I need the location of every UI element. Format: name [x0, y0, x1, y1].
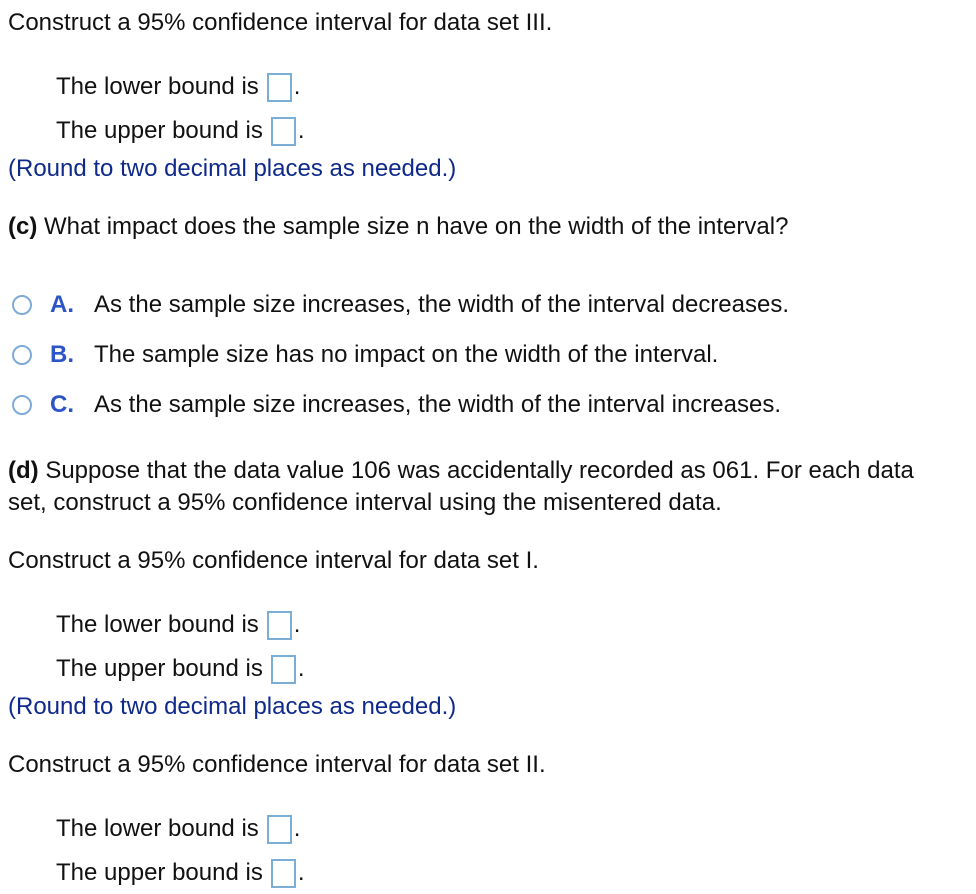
- upper-bound-row-ii: [56, 858, 304, 888]
- option-a[interactable]: [12, 290, 789, 320]
- part-label-d: (d): [8, 457, 39, 484]
- period: .: [293, 815, 301, 842]
- radio-a[interactable]: [12, 295, 32, 315]
- lower-bound-row-iii: [56, 72, 300, 102]
- question-c-text: What impact does the sample size n have on the width of the interval?: [37, 213, 789, 240]
- rounding-note: (Round to two decimal places as needed.): [8, 693, 457, 720]
- lower-bound-label: The lower bound is: [56, 815, 259, 842]
- question-d-text: Suppose that the data value 106 was accidentally recorded as 061. For each data set, construct a 95% confidence interval using the misentered data.: [8, 457, 914, 516]
- period: .: [297, 655, 305, 682]
- period: .: [297, 859, 305, 886]
- lower-bound-input-iii[interactable]: [267, 73, 292, 102]
- lower-bound-row-ii: [56, 814, 300, 844]
- radio-b[interactable]: [12, 345, 32, 365]
- heading-data-set-i: Construct a 95% confidence interval for data set I.: [8, 547, 539, 574]
- option-c-text: As the sample size increases, the width of the interval increases.: [94, 391, 781, 418]
- option-a-text: As the sample size increases, the width of the interval decreases.: [94, 291, 790, 318]
- period: .: [297, 117, 305, 144]
- period: .: [293, 73, 301, 100]
- option-b-text: The sample size has no impact on the width of the interval.: [94, 341, 719, 368]
- option-b[interactable]: [12, 340, 718, 370]
- question-d: [8, 455, 948, 519]
- option-a-letter: A.: [50, 291, 74, 318]
- lower-bound-input-ii[interactable]: [267, 815, 292, 844]
- upper-bound-row-iii: [56, 116, 304, 146]
- radio-c[interactable]: [12, 395, 32, 415]
- option-c-letter: C.: [50, 391, 74, 418]
- question-c: [8, 212, 788, 242]
- lower-bound-label: The lower bound is: [56, 611, 259, 638]
- part-label-c: (c): [8, 213, 38, 240]
- upper-bound-input-iii[interactable]: [271, 117, 296, 146]
- heading-data-set-iii: Construct a 95% confidence interval for data set III.: [8, 9, 553, 36]
- rounding-note: (Round to two decimal places as needed.): [8, 155, 457, 182]
- upper-bound-row-i: [56, 654, 304, 684]
- option-b-letter: B.: [50, 341, 74, 368]
- period: .: [293, 611, 301, 638]
- upper-bound-label: The upper bound is: [56, 859, 263, 886]
- lower-bound-row-i: [56, 610, 300, 640]
- lower-bound-label: The lower bound is: [56, 73, 259, 100]
- upper-bound-label: The upper bound is: [56, 655, 263, 682]
- lower-bound-input-i[interactable]: [267, 611, 292, 640]
- option-c[interactable]: [12, 390, 781, 420]
- heading-data-set-ii: Construct a 95% confidence interval for data set II.: [8, 751, 546, 778]
- upper-bound-input-i[interactable]: [271, 655, 296, 684]
- upper-bound-label: The upper bound is: [56, 117, 263, 144]
- upper-bound-input-ii[interactable]: [271, 859, 296, 888]
